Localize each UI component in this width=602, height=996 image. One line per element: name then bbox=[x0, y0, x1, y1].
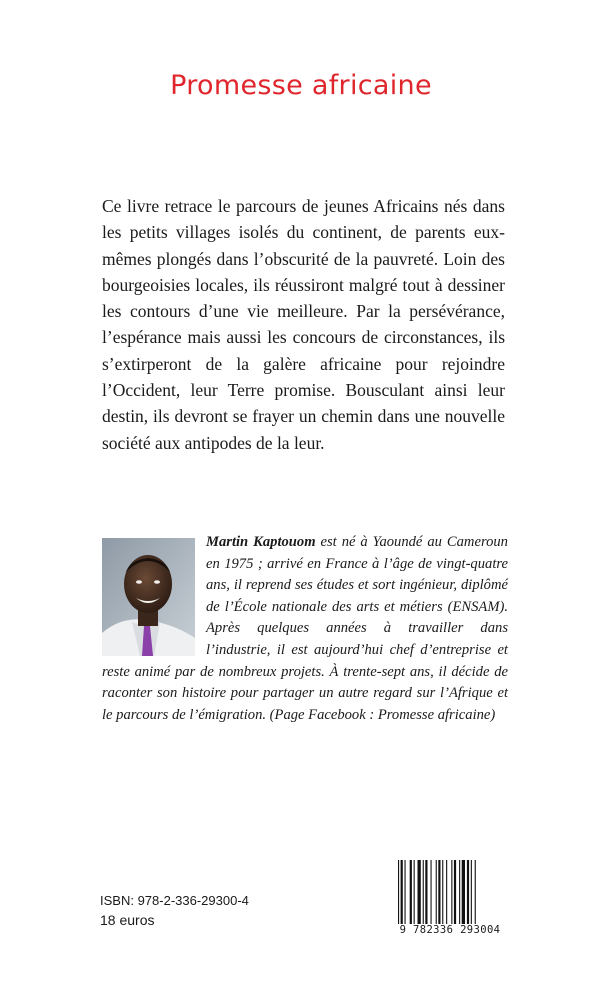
barcode-bar bbox=[462, 860, 465, 924]
barcode-bar bbox=[436, 860, 437, 924]
barcode-bar bbox=[431, 860, 432, 924]
book-title: Promesse africaine bbox=[170, 70, 432, 101]
barcode-bar bbox=[451, 860, 452, 924]
barcode-bar bbox=[446, 860, 447, 924]
barcode-bar bbox=[423, 860, 424, 924]
barcode-bar bbox=[414, 860, 415, 924]
back-cover-blurb bbox=[102, 193, 505, 456]
isbn-barcode bbox=[395, 860, 505, 934]
barcode-bar bbox=[425, 860, 427, 924]
barcode-digits: 9 782336 293004 bbox=[395, 924, 505, 936]
author-name: Martin Kaptouom bbox=[206, 534, 316, 550]
barcode-bar bbox=[418, 860, 421, 924]
barcode-bar bbox=[471, 860, 472, 924]
barcode-bar bbox=[410, 860, 412, 924]
price-label: 18 euros bbox=[100, 912, 155, 928]
barcode-bar bbox=[459, 860, 460, 924]
isbn-label: ISBN: 978-2-336-29300-4 bbox=[100, 893, 249, 908]
barcode-bar bbox=[438, 860, 440, 924]
barcode-bar bbox=[467, 860, 469, 924]
barcode-bar bbox=[442, 860, 443, 924]
blurb-text: Ce livre retrace le parcours de jeunes Africains nés dans les petits villages isolés du continent, de parents eux-mêmes plongés dans l’obscurité de la pauvreté. Loin des bourgeoisies locales, ils réussiront malgré tout à dessiner les contours d’une vie meilleure. Par la persévérance, l’espérance mais aussi les concours de circonstances, ils s’extirperont de la galère africaine pour rejoindre l’Occident, leur Terre promise. Bousculant ainsi leur destin, ils devront se frayer un chemin dans une nouvelle société aux antipodes de la leur. bbox=[102, 196, 505, 453]
barcode-bar bbox=[454, 860, 456, 924]
barcode-bars bbox=[395, 860, 505, 924]
barcode-bar bbox=[405, 860, 406, 924]
author-bio-text: est né à Yaoundé au Cameroun en 1975 ; arrivé en France à l’âge de vingt-quatre ans, il reprend ses études et sort ingénieur, diplômé de l’École nationale des arts et métiers (ENSAM). Après quelques années à travailler dans l’industrie, il est aujourd’hui chef d’entreprise et reste animé par de nombreux projets. À trente-sept ans, il décide de raconter son histoire pour partager un autre regard sur l’Afrique et le parcours de l’émigration. (Page Facebook : Promesse africaine) bbox=[102, 534, 508, 723]
barcode-bar bbox=[475, 860, 476, 924]
photo-spacer bbox=[102, 532, 206, 656]
author-bio bbox=[102, 532, 508, 726]
barcode-bar bbox=[398, 860, 399, 924]
barcode-bar bbox=[401, 860, 403, 924]
